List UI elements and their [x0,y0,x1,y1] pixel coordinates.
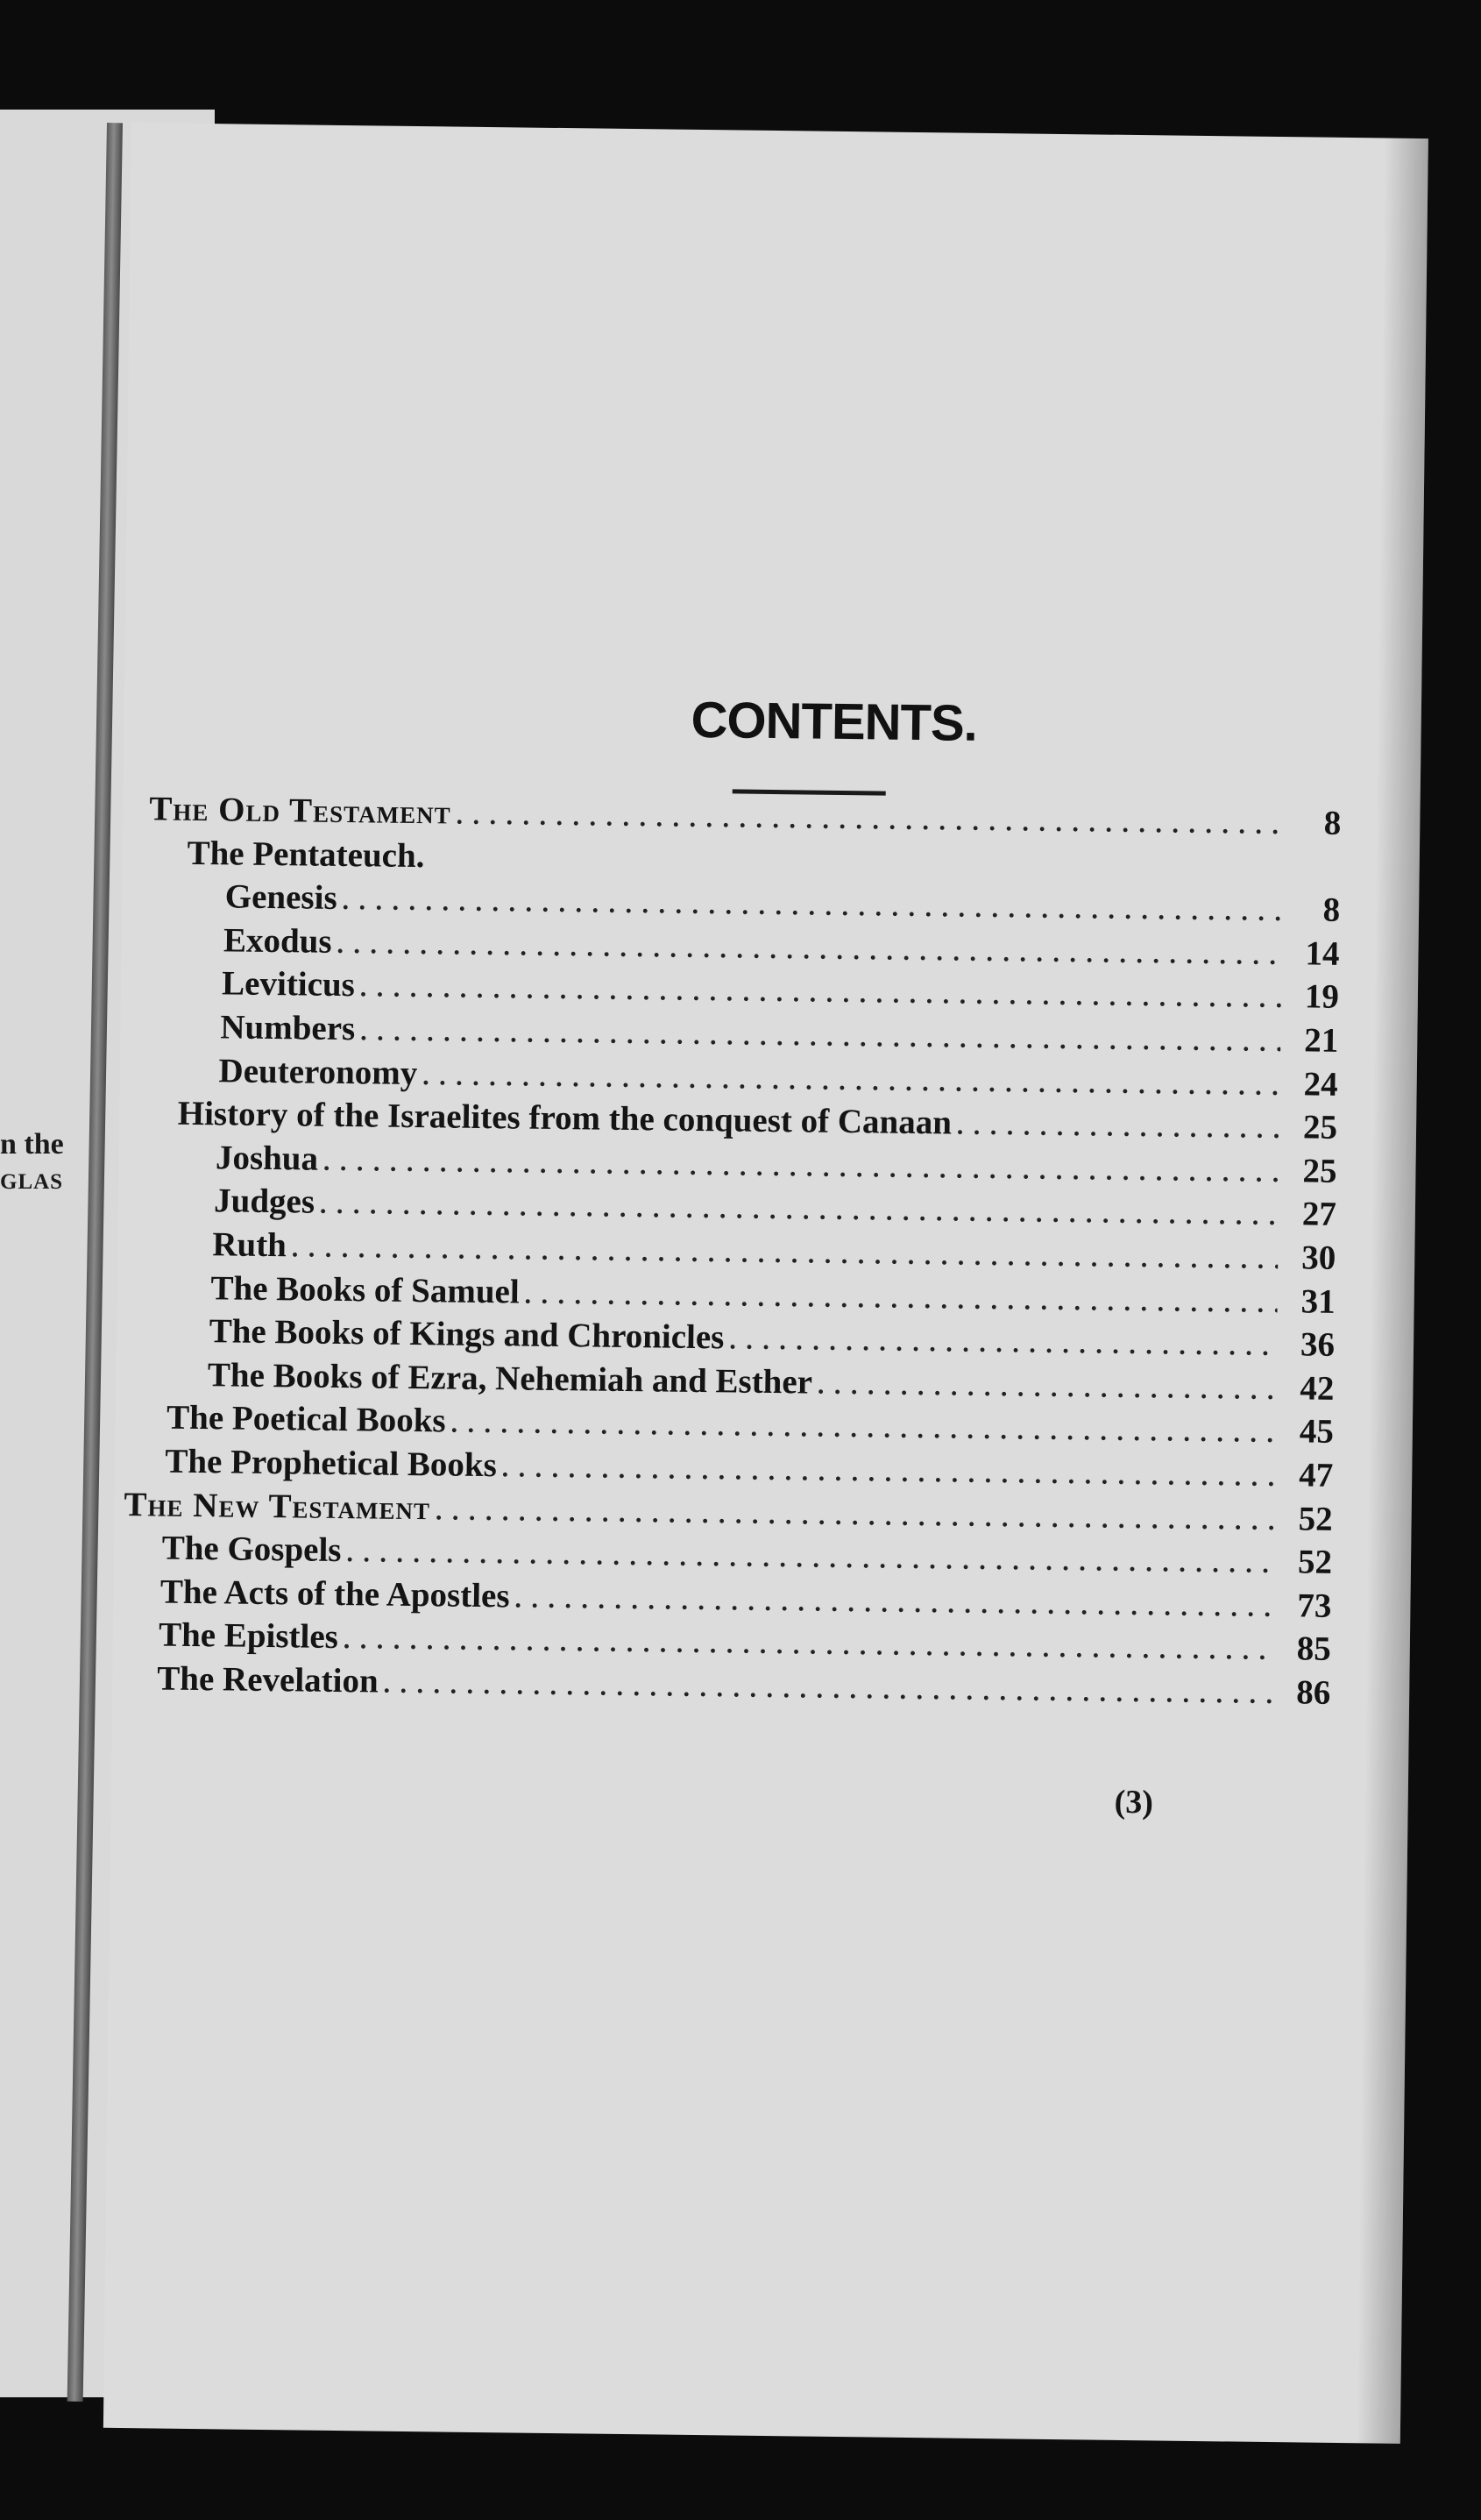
toc-entry-label: The Books of Kings and Chronicles [209,1312,725,1357]
leader-dots [344,1625,1273,1666]
leader-dots [323,1147,1279,1189]
toc-entry-page: 42 [1300,1369,1335,1408]
toc-entry-label: Joshua [215,1139,319,1178]
toc-entry-label: The Books of Ezra, Nehemiah and Esther [207,1355,813,1402]
left-page-fragment-1: n the [0,1128,64,1161]
toc-entry-page: 27 [1301,1195,1337,1234]
toc-entry-page: 19 [1304,977,1340,1017]
toc-entry-page [424,867,477,868]
toc-entry-label: Exodus [223,921,332,961]
toc-entry-label: Deuteronomy [218,1051,418,1092]
title-rule [733,789,886,795]
toc-entry-label: The Pentateuch. [187,834,425,875]
toc-entry-label: The Revelation [157,1659,379,1700]
leader-dots [957,1111,1280,1145]
toc-entry [157,1658,1330,1711]
toc-entry-label: Numbers [220,1008,356,1048]
leader-dots [422,1061,1280,1102]
leader-dots [514,1584,1273,1623]
toc-entry-page: 8 [1323,804,1342,842]
toc-entry-page: 25 [1302,1108,1338,1147]
leader-dots [360,974,1281,1015]
left-page-fragment-2: GLAS [0,1170,64,1194]
page-number: (3) [1114,1783,1154,1821]
toc-entry-label: Judges [213,1182,315,1222]
toc-entry-label: Ruth [212,1225,287,1265]
toc-entry [210,1268,1336,1321]
toc-entry-page: 25 [1302,1152,1337,1190]
toc-entry-label: The Prophetical Books [165,1442,498,1485]
toc-entry-page: 52 [1298,1499,1333,1538]
toc-entry-label: The Old Testament [149,790,451,832]
toc-entry-page: 31 [1300,1282,1336,1321]
leader-dots [346,1538,1274,1579]
toc-entry-page: 52 [1297,1543,1333,1582]
toc-entry-page: 24 [1303,1065,1338,1104]
toc-entry-label: The Acts of the Apostles [159,1572,510,1615]
leader-dots [456,801,1283,841]
toc-entry [216,1138,1337,1190]
contents-page [103,123,1428,2444]
toc-entry-page: 45 [1299,1412,1335,1452]
toc-entry [222,964,1339,1017]
toc-entry [223,920,1340,973]
toc-entry-page: 86 [1295,1673,1331,1712]
toc-entry [209,1311,1335,1364]
page-title: CONTENTS. [691,691,978,752]
leader-dots [436,1496,1275,1537]
toc-entry [208,1355,1335,1408]
leader-dots [450,1409,1276,1449]
leader-dots [337,930,1281,971]
toc-entry-page: 30 [1301,1239,1336,1277]
toc-entry-label: Genesis [224,877,337,918]
leader-dots [360,1017,1280,1058]
leader-dots [383,1670,1272,1710]
toc-entry-label: The Epistles [158,1615,339,1657]
toc-entry-page: 8 [1322,891,1341,930]
toc-entry-label: The Poetical Books [166,1398,446,1440]
leader-dots [524,1280,1277,1318]
leader-dots [818,1370,1277,1405]
leader-dots [292,1233,1279,1275]
toc-entry-label: History of the Israelites from the conquest of Canaan [177,1094,953,1142]
toc-entry-page: 21 [1304,1021,1339,1060]
toc-entry-page: 36 [1300,1325,1336,1365]
toc-entry [218,1051,1338,1104]
leader-dots [320,1190,1279,1232]
toc-entry-page: 73 [1297,1587,1332,1625]
toc-entry [214,1182,1336,1234]
leader-dots [502,1453,1276,1493]
toc-entry-label: The New Testament [124,1485,431,1527]
toc-entry [225,877,1341,930]
toc-entry-label: Leviticus [221,964,356,1004]
toc-entry-page: 14 [1305,934,1340,973]
leader-dots [729,1326,1277,1363]
toc-entry [220,1007,1338,1060]
toc-entry [212,1225,1336,1277]
leader-dots [342,886,1282,927]
toc-entry-page: 85 [1296,1629,1332,1669]
toc-entry-label: The Books of Samuel [210,1268,520,1311]
toc-entry-label: The Gospels [161,1529,342,1570]
toc-entry-page: 47 [1298,1456,1334,1494]
